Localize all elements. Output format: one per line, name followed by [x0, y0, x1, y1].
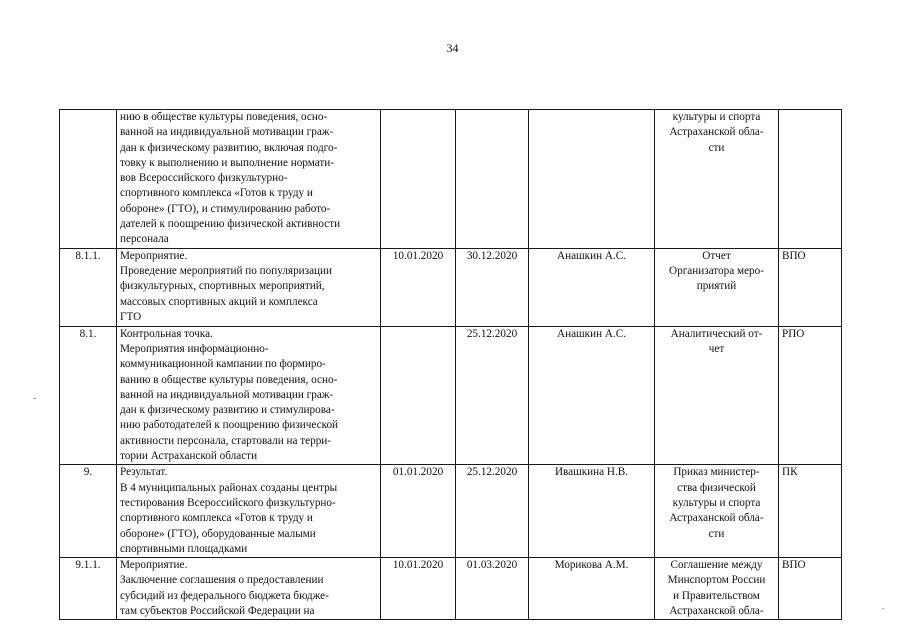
event-description-line: нию в обществе культуры поведения, осно- — [120, 111, 328, 123]
table-row — [60, 326, 842, 465]
result-document-line: сти — [708, 141, 725, 154]
result-document-cell — [655, 110, 779, 249]
scan-mark — [33, 398, 36, 399]
table-row — [60, 558, 842, 620]
row-number-cell: 9.1.1. — [60, 558, 117, 620]
event-description-line: Заключение соглашения о предоставлении — [120, 574, 324, 587]
responsible-person-cell — [529, 110, 655, 249]
event-description-line: субсидий из федерального бюджета бюдже- — [120, 589, 329, 602]
result-document-line: ства физической — [677, 481, 756, 494]
result-document-line: Астраханской обла- — [669, 126, 764, 139]
event-description-line: Мероприятие. — [120, 249, 188, 262]
result-document-line: культуры и спорта — [672, 496, 761, 509]
event-description-line: спортивного комплекса «Готов к труду и — [120, 512, 313, 525]
table-row — [60, 110, 842, 249]
result-document-line: Аналитический от- — [670, 327, 763, 340]
event-description-cell — [117, 558, 381, 620]
event-description-cell — [117, 326, 381, 465]
result-document-line: приятий — [696, 280, 737, 293]
event-description-line: тории Астраханской области — [120, 450, 258, 463]
result-document-cell — [655, 465, 779, 558]
event-description-cell — [117, 110, 381, 249]
event-description-line: массовых спортивных акций и комплекса — [120, 295, 318, 308]
event-description-line: обороне» (ГТО), и стимулированию работо- — [120, 202, 331, 215]
event-description-line: вов Всероссийского физкультурно- — [120, 172, 288, 185]
event-description-line: Мероприятия информационно- — [120, 342, 269, 355]
event-description-line: там субъектов Российской Федерации на — [120, 605, 315, 618]
result-document-line: Организатора меро- — [669, 264, 764, 277]
event-description-line: В 4 муниципальных районах созданы центры — [120, 481, 338, 494]
row-number-cell: 9. — [60, 465, 117, 558]
event-description-line: Результат. — [120, 466, 168, 479]
responsible-person-cell: Анашкин А.С. — [529, 326, 655, 465]
event-description-line: тестирования Всероссийского физкультурно- — [120, 496, 336, 509]
start-date-cell: 10.01.2020 — [381, 248, 456, 326]
result-document-line: Астраханской обла- — [669, 605, 764, 618]
plan-table — [59, 109, 842, 620]
event-description-line: дан к физическому развитию, включая подго- — [120, 141, 338, 154]
event-description-line: обороне» (ГТО), оборудованные малыми — [120, 527, 316, 540]
event-description-line: активности персонала, стартовали на терри- — [120, 434, 332, 447]
result-document-cell — [655, 248, 779, 326]
event-description-line: ванию в обществе культуры поведения, осно- — [120, 373, 338, 386]
table-row — [60, 248, 842, 326]
result-document-line: и Правительством — [673, 589, 760, 602]
event-description-line: коммуникационной кампании по формиро- — [120, 358, 326, 371]
result-document-line: Соглашение между — [670, 559, 763, 572]
result-document-line: Отчет — [702, 249, 731, 262]
end-date-cell: 01.03.2020 — [456, 558, 529, 620]
result-document-line: Минспортом России — [667, 574, 766, 587]
row-number-cell: 8.1.1. — [60, 248, 117, 326]
event-description-line: дателей к поощрению физической активности — [120, 218, 341, 231]
event-description-line: дан к физическому развитию и стимулирова- — [120, 404, 335, 417]
event-description-line: Проведение мероприятий по популяризации — [120, 264, 333, 277]
end-date-cell: 30.12.2020 — [456, 248, 529, 326]
event-description-line: ГТО — [120, 310, 142, 323]
control-level-cell: ПК — [779, 465, 842, 558]
event-description-line: ванной на индивидуальной мотивации граж- — [120, 126, 334, 139]
responsible-person-cell: Ивашкина Н.В. — [529, 465, 655, 558]
result-document-line: Астраханской обла- — [669, 512, 764, 525]
event-description-line: Контрольная точка. — [120, 327, 213, 340]
start-date-cell: 10.01.2020 — [381, 558, 456, 620]
page-number: 34 — [446, 41, 459, 55]
event-description-line: нию работодателей к поощрению физической — [120, 419, 339, 432]
result-document-line: культуры и спорта — [672, 111, 761, 123]
control-level-cell: РПО — [779, 326, 842, 465]
result-document-line: чет — [708, 342, 725, 355]
end-date-cell: 25.12.2020 — [456, 326, 529, 465]
control-level-cell: ВПО — [779, 248, 842, 326]
event-description-line: Мероприятие. — [120, 559, 188, 572]
event-description-line: физкультурных, спортивных мероприятий, — [120, 280, 325, 293]
responsible-person-cell: Морикова А.М. — [529, 558, 655, 620]
result-document-line: сти — [708, 527, 725, 540]
event-description-cell — [117, 465, 381, 558]
start-date-cell — [381, 326, 456, 465]
end-date-cell: 25.12.2020 — [456, 465, 529, 558]
end-date-cell — [456, 110, 529, 249]
plan-table-body — [60, 110, 842, 620]
responsible-person-cell: Анашкин А.С. — [529, 248, 655, 326]
table-row — [60, 465, 842, 558]
result-document-line: Приказ министер- — [673, 466, 760, 479]
start-date-cell — [381, 110, 456, 249]
result-document-cell — [655, 558, 779, 620]
event-description-line: спортивными площадками — [120, 542, 248, 555]
result-document-cell — [655, 326, 779, 465]
start-date-cell: 01.01.2020 — [381, 465, 456, 558]
row-number-cell: 8.1. — [60, 326, 117, 465]
row-number-cell — [60, 110, 117, 249]
control-level-cell: ВПО — [779, 558, 842, 620]
event-description-cell — [117, 248, 381, 326]
control-level-cell — [779, 110, 842, 249]
scan-mark — [882, 608, 884, 609]
event-description-line: персонала — [120, 233, 169, 246]
event-description-line: товку к выполнению и выполнение нормати- — [120, 156, 334, 169]
event-description-line: спортивного комплекса «Готов к труду и — [120, 187, 313, 200]
event-description-line: ванной на индивидуальной мотивации граж- — [120, 388, 334, 401]
